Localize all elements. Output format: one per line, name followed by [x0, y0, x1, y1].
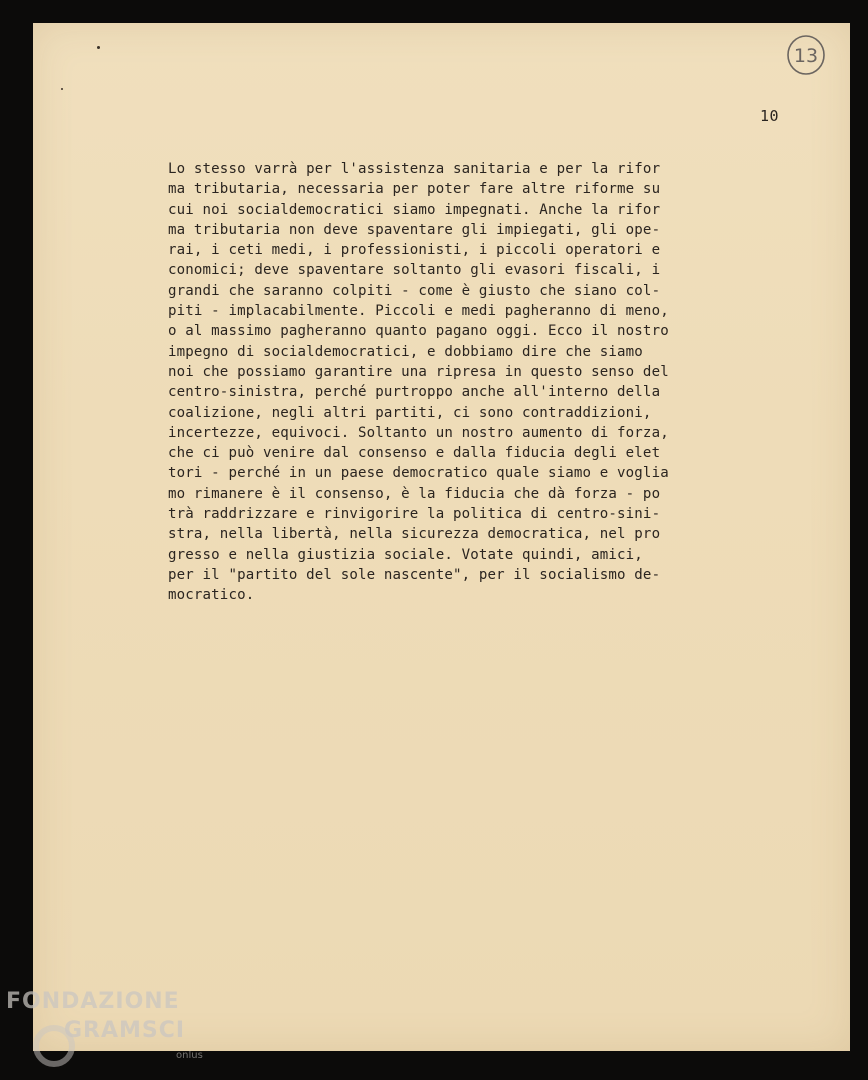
text-line: cui noi socialdemocratici siamo impegnati. Anche la rifor	[168, 201, 661, 218]
document-body	[168, 159, 808, 606]
text-line: Lo stesso varrà per l'assistenza sanitaria e per la rifor	[168, 161, 661, 177]
ink-speck	[61, 88, 63, 90]
text-line: piti - implacabilmente. Piccoli e medi pagheranno di meno,	[168, 303, 669, 320]
text-line: per il "partito del sole nascente", per il socialismo de-	[168, 566, 661, 583]
text-line: ma tributaria non deve spaventare gli impiegati, gli ope-	[168, 221, 661, 238]
text-line: mo rimanere è il consenso, è la fiducia che dà forza - po	[168, 485, 661, 502]
text-line: incertezze, equivoci. Soltanto un nostro aumento di forza,	[168, 424, 669, 441]
text-line: stra, nella libertà, nella sicurezza democratica, nel pro	[168, 526, 661, 543]
ink-speck	[97, 46, 100, 49]
text-line: grandi che saranno colpiti - come è giusto che siano col-	[168, 282, 661, 299]
text-line: ma tributaria, necessaria per poter fare altre riforme su	[168, 181, 661, 198]
archive-stamp	[786, 34, 826, 76]
text-line: conomici; deve spaventare soltanto gli evasori fiscali, i	[168, 262, 661, 279]
watermark-line2: GRAMSCI	[64, 1018, 186, 1043]
text-line: impegno di socialdemocratici, e dobbiamo dire che siamo	[168, 343, 643, 360]
stamp-number: 13	[793, 45, 819, 67]
text-line: noi che possiamo garantire una ripresa in questo senso del	[168, 363, 669, 380]
text-line: centro-sinistra, perché purtroppo anche all'interno della	[168, 384, 661, 401]
watermark-line3: onlus	[176, 1050, 203, 1061]
text-line: mocratico.	[168, 587, 255, 604]
text-line: o al massimo pagheranno quanto pagano oggi. Ecco il nostro	[168, 323, 669, 340]
text-line: tori - perché in un paese democratico quale siamo e voglia	[168, 465, 669, 482]
watermark-line1: FONDAZIONE	[6, 989, 180, 1014]
fondazione-gramsci-watermark	[6, 986, 226, 1080]
text-line: trà raddrizzare e rinvigorire la politica di centro-sini-	[168, 506, 661, 523]
text-line: rai, i ceti medi, i professionisti, i piccoli operatori e	[168, 242, 661, 259]
page-number: 10	[760, 107, 780, 125]
text-line: gresso e nella giustizia sociale. Votate quindi, amici,	[168, 546, 643, 563]
text-line: che ci può venire dal consenso e dalla fiducia degli elet	[168, 445, 661, 462]
text-line: coalizione, negli altri partiti, ci sono contraddizioni,	[168, 404, 652, 421]
